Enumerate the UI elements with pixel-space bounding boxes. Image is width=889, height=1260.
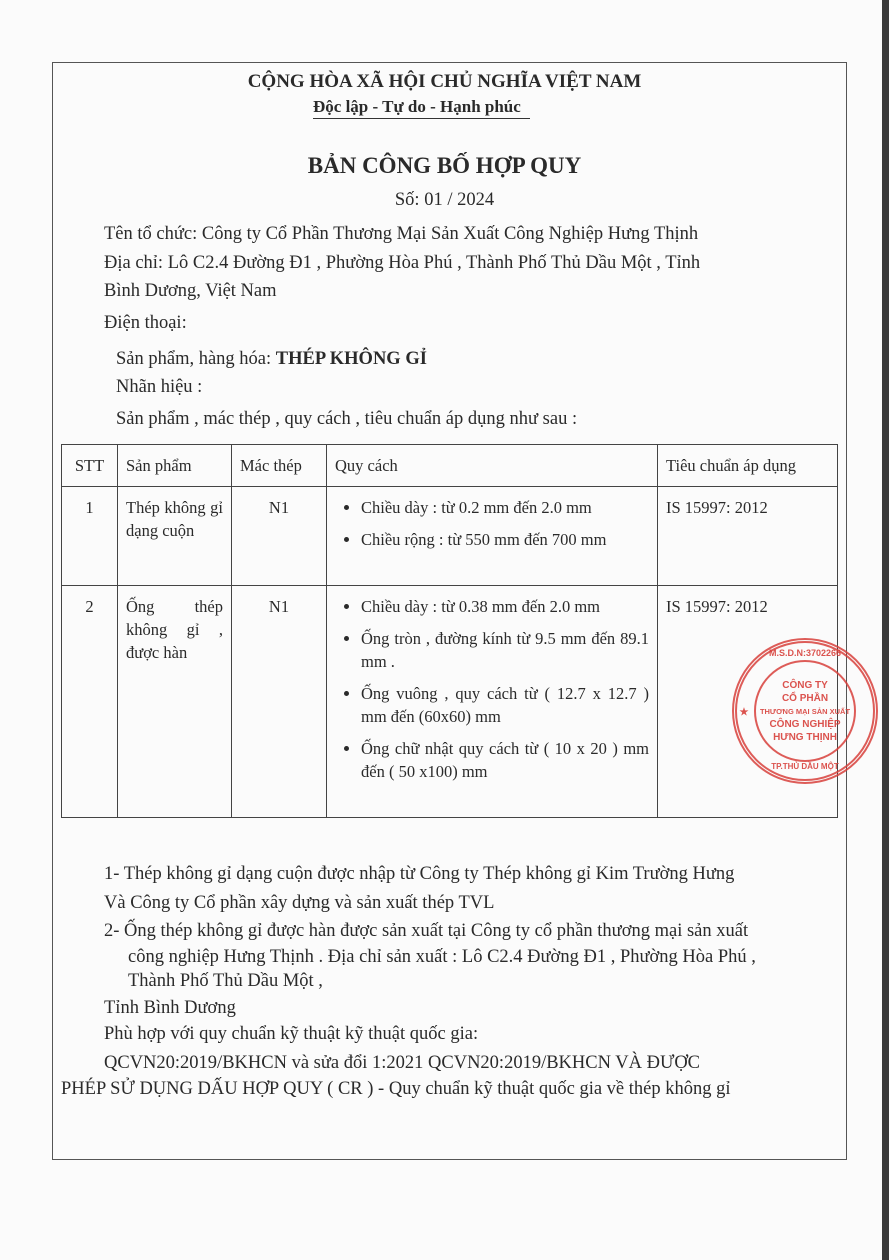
- seal-star-icon: ★: [739, 707, 749, 718]
- document-number: Số: 01 / 2024: [394, 190, 495, 210]
- scan-edge: [882, 0, 889, 1260]
- spec-item: • Chiều dày : từ 0.2 mm đến 2.0 mm: [361, 496, 649, 519]
- company-seal: [730, 636, 880, 786]
- spec-item: • Ống chữ nhật quy cách từ ( 10 x 20 ) mm đến ( 50 x100) mm: [361, 737, 649, 783]
- product-label: Sản phẩm, hàng hóa:: [116, 349, 276, 369]
- brand-label: Nhãn hiệu :: [116, 377, 203, 397]
- seal-bottom-text: TP.THỦ DẦU MỘT: [771, 762, 839, 771]
- seal-line: CÔNG NGHIỆP: [769, 719, 841, 730]
- province: Tỉnh Bình Dương: [104, 998, 236, 1018]
- cell-product: Thép không gỉ dạng cuộn: [118, 487, 232, 586]
- motto: Độc lập - Tự do - Hạnh phúc: [313, 97, 530, 119]
- seal-line: THƯƠNG MẠI SẢN XUẤT: [759, 707, 851, 716]
- note-2-cont: công nghiệp Hưng Thịnh . Địa chỉ sản xuất : Lô C2.4 Đường Đ1 , Phường Hòa Phú ,: [128, 947, 756, 967]
- header-product: Sản phẩm: [118, 445, 232, 487]
- org-address: Địa chỉ: Lô C2.4 Đường Đ1 , Phường Hòa Phú , Thành Phố Thủ Dầu Một , Tỉnh: [104, 253, 701, 273]
- table-row: [62, 586, 838, 818]
- cell-specs: [327, 487, 658, 586]
- seal-ring-text: M.S.D.N:3702266: [768, 648, 842, 658]
- document-title: BẢN CÔNG BỐ HỢP QUY: [307, 153, 582, 178]
- cell-standard: IS 15997: 2012: [658, 487, 838, 586]
- seal-line: HƯNG THỊNH: [773, 732, 837, 743]
- cell-specs: [327, 586, 658, 818]
- note-1-cont: Và Công ty Cổ phần xây dựng và sản xuất thép TVL: [104, 893, 495, 913]
- country-header: CỘNG HÒA XÃ HỘI CHỦ NGHĨA VIỆT NAM: [247, 71, 642, 92]
- product-value: THÉP KHÔNG GỈ: [275, 349, 427, 369]
- cell-stt: 1: [62, 487, 118, 586]
- spec-item: • Ống vuông , quy cách từ ( 12.7 x 12.7 ) mm đến (60x60) mm: [361, 682, 649, 728]
- table-header-row: [62, 445, 838, 487]
- org-phone: Điện thoại:: [104, 313, 187, 333]
- conformity-line: Phù hợp với quy chuẩn kỹ thuật kỹ thuật quốc gia:: [104, 1024, 479, 1044]
- header-specs: Quy cách: [327, 445, 658, 487]
- cell-grade: N1: [232, 586, 327, 818]
- cell-product: Ống thép không gỉ , được hàn: [118, 586, 232, 818]
- cell-stt: 2: [62, 586, 118, 818]
- spec-item: • Chiều dày : từ 0.38 mm đến 2.0 mm: [361, 595, 649, 618]
- spec-item: • Chiều rộng : từ 550 mm đến 700 mm: [361, 528, 649, 551]
- note-2: 2- Ống thép không gỉ được hàn được sản xuất tại Công ty cổ phần thương mại sản xuất: [104, 921, 749, 941]
- cell-grade: N1: [232, 487, 327, 586]
- product-table: [61, 444, 841, 818]
- regulation-line-cont: PHÉP SỬ DỤNG DẤU HỢP QUY ( CR ) - Quy chuẩn kỹ thuật quốc gia về thép không gỉ: [61, 1079, 731, 1099]
- header-grade: Mác thép: [232, 445, 327, 487]
- seal-line: CỔ PHẦN: [781, 693, 829, 704]
- note-2-cont2: Thành Phố Thủ Dầu Một ,: [128, 971, 323, 991]
- header-standard: Tiêu chuẩn áp dụng: [658, 445, 838, 487]
- table-intro: Sản phẩm , mác thép , quy cách , tiêu chuẩn áp dụng như sau :: [116, 409, 578, 429]
- org-name: Tên tổ chức: Công ty Cổ Phần Thương Mại Sản Xuất Công Nghiệp Hưng Thịnh: [104, 224, 699, 244]
- table-row: [62, 487, 838, 586]
- note-1: 1- Thép không gỉ dạng cuộn được nhập từ Công ty Thép không gỉ Kim Trường Hưng: [104, 864, 735, 884]
- org-address-cont: Bình Dương, Việt Nam: [104, 281, 277, 301]
- regulation-line: QCVN20:2019/BKHCN và sửa đổi 1:2021 QCVN20:2019/BKHCN VÀ ĐƯỢC: [104, 1053, 701, 1073]
- cell-standard: IS 15997: 2012: [658, 586, 838, 818]
- seal-line: CÔNG TY: [782, 680, 828, 691]
- header-stt: STT: [62, 445, 118, 487]
- product-line: [116, 349, 427, 370]
- spec-item: • Ống tròn , đường kính từ 9.5 mm đến 89.1 mm .: [361, 627, 649, 673]
